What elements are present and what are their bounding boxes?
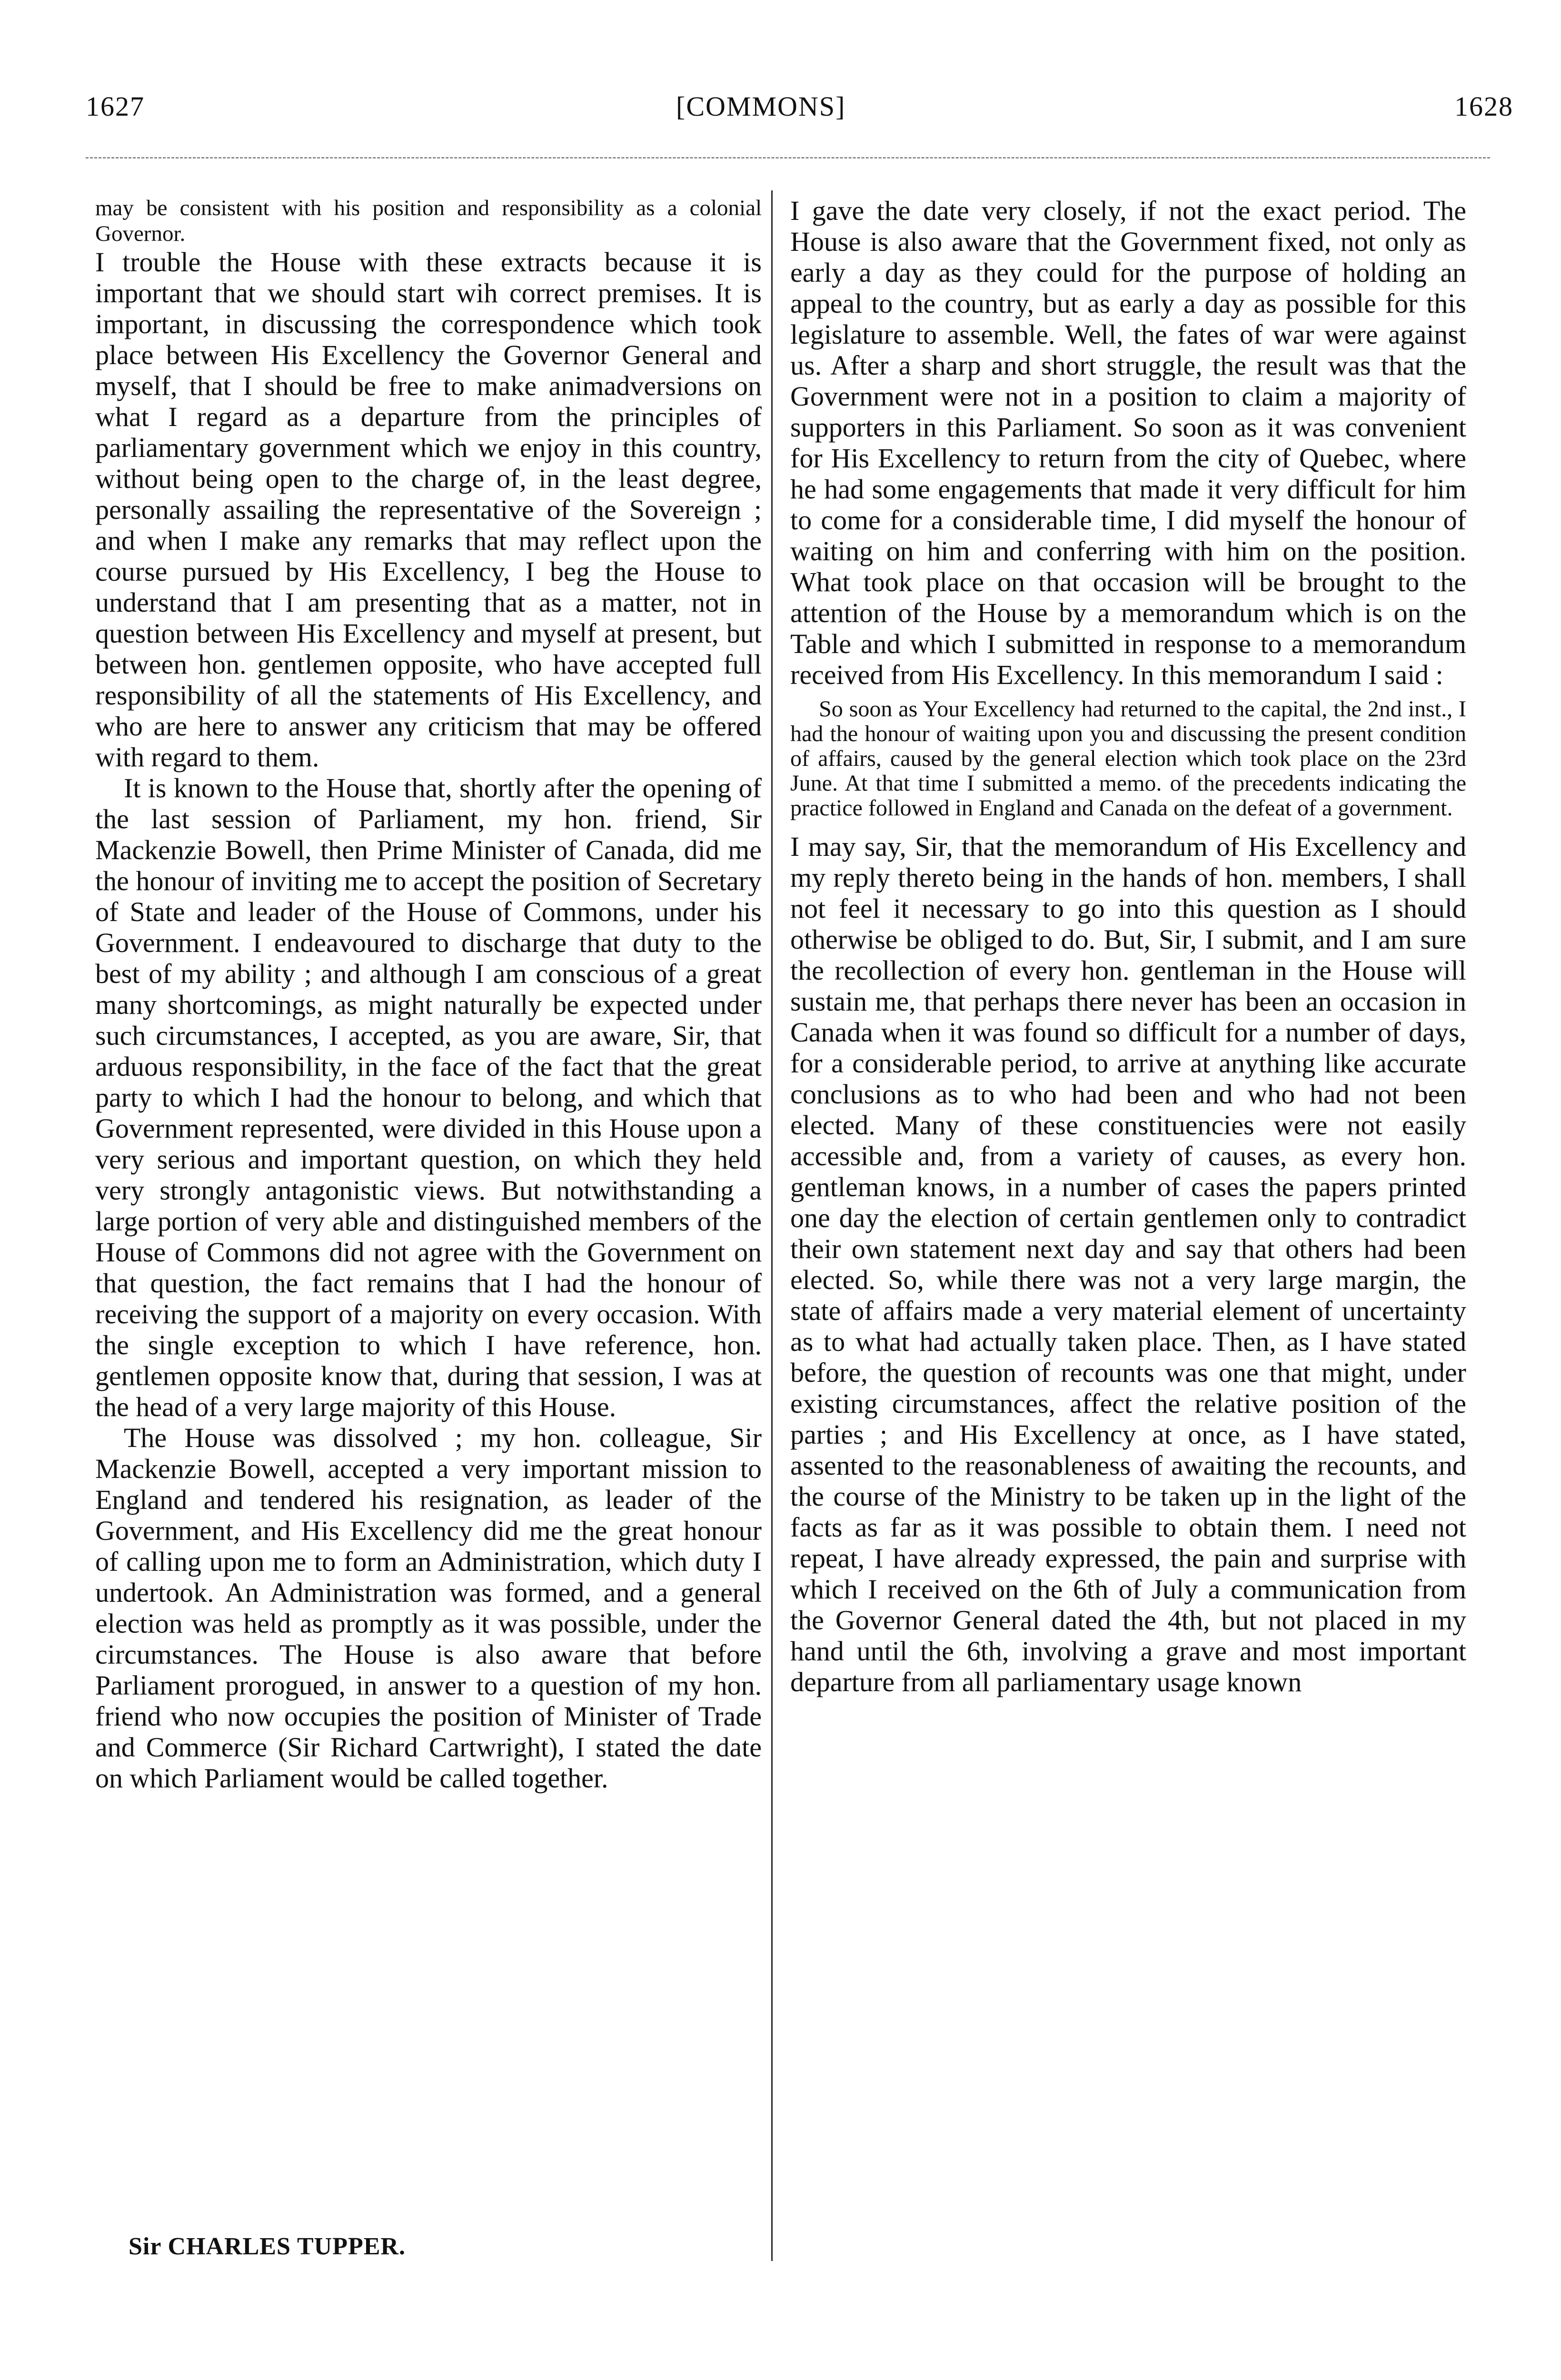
left-column — [95, 195, 762, 1794]
memorandum-quote: So soon as Your Excellency had returned to the capital, the 2nd inst., I had the honour of waiting upon you and discussing the present condition of affairs, caused by the general election which took place on the 23rd June. At that time I submitted a memo. of the precedents indicating the practice followed in England and Canada on the defeat of a government. — [790, 696, 1466, 821]
left-paragraph-1: may be consistent with his position and responsibility as a colonial Governor. — [95, 196, 762, 246]
page-number-right: 1628 — [1454, 91, 1513, 122]
speaker-name: Sir CHARLES TUPPER. — [129, 2233, 406, 2260]
column-divider — [771, 190, 773, 2261]
left-paragraph-2: I trouble the House with these extracts because it is important that we should start wih correct premises. It is important, in discussing the correspondence which took place between His Excellency the Governor General and myself, that I should be free to make animadversions on what I regard as a departure from the principles of parliamentary government which we enjoy in this country, without being open to the charge of, in the least degree, personally assailing the representative of the Sovereign ; and when I make any remarks that may reflect upon the course pursued by His Excellency, I beg the House to understand that I am presenting that as a matter, not in question between His Excellency and myself at present, but between hon. gentlemen opposite, who have accepted full responsibility of all the statements of His Excellency, and who are here to answer any criticism that may be offered with regard to them. — [95, 247, 762, 773]
running-head: [COMMONS] — [676, 91, 846, 122]
page-number-left: 1627 — [86, 91, 145, 122]
right-paragraph-2: I may say, Sir, that the memorandum of His Excellency and my reply thereto being in the hands of hon. members, I shall not feel it necessary to go into this question as I should otherwise be obliged to do. But, Sir, I submit, and I am sure the recollection of every hon. gentleman in the House will sustain me, that perhaps there never has been an occasion in Canada when it was found so difficult for a number of days, for a considerable period, to arrive at anything like accurate conclusions as to who had been and who had not been elected. Many of these constituencies were not easily accessible and, from a variety of causes, as every hon. gentleman knows, in a number of cases the papers printed one day the election of certain gentlemen only to contradict their own statement next day and say that others had been elected. So, while there was not a very large margin, the state of affairs made a very material element of uncertainty as to what had actually taken place. Then, as I have stated before, the question of recounts was one that might, under existing circumstances, affect the relative position of the parties ; and His Excellency at once, as I have stated, assented to the reasonableness of awaiting the recounts, and the course of the Ministry to be taken up in the light of the facts as far as it was possible to obtain them. I need not repeat, I have already expressed, the pain and surprise with which I received on the 6th of July a communication from the Governor General dated the 4th, but not placed in my hand until the 6th, involving a grave and most important departure from all parliamentary usage known — [790, 831, 1466, 1697]
left-paragraph-4: The House was dissolved ; my hon. colleague, Sir Mackenzie Bowell, accepted a very important mission to England and tendered his resignation, as leader of the Government, and His Excellency did me the great honour of calling upon me to form an Administration, which duty I undertook. An Administration was formed, and a general election was held as promptly as it was possible, under the circumstances. The House is also aware that before Parliament prorogued, in answer to a question of my hon. friend who now occupies the position of Minister of Trade and Commerce (Sir Richard Cartwright), I stated the date on which Parliament would be called together. — [95, 1422, 762, 1794]
left-paragraph-3: It is known to the House that, shortly after the opening of the last session of Parliament, my hon. friend, Sir Mackenzie Bowell, then Prime Minister of Canada, did me the honour of inviting me to accept the position of Secretary of State and leader of the House of Commons, under his Government. I endeavoured to discharge that duty to the best of my ability ; and although I am conscious of a great many shortcomings, as might naturally be expected under such circumstances, I accepted, as you are aware, Sir, that arduous responsibility, in the face of the fact that the great party to which I had the honour to belong, and which that Government represented, were divided in this House upon a very serious and important question, on which they held very strongly antagonistic views. But notwithstanding a large portion of very able and distinguished members of the House of Commons did not agree with the Government on that question, the fact remains that I had the honour of receiving the support of a majority on every occasion. With the single exception to which I have reference, hon. gentlemen opposite know that, during that session, I was at the head of a very large majority of this House. — [95, 773, 762, 1422]
right-paragraph-1: I gave the date very closely, if not the exact period. The House is also aware that the Government fixed, not only as early a day as they could for the purpose of holding an appeal to the country, but as early a day as possible for this legislature to assemble. Well, the fates of war were against us. After a sharp and short struggle, the result was that the Government were not in a position to claim a majority of supporters in this Parliament. So soon as it was convenient for His Excellency to return from the city of Quebec, where he had some engagements that made it very difficult for him to come for a considerable time, I did myself the honour of waiting on him and conferring with him on the position. What took place on that occasion will be brought to the attention of the House by a memorandum which is on the Table and which I submitted in response to a memorandum received from His Excellency. In this memorandum I said : — [790, 195, 1466, 690]
header-rule — [86, 157, 1490, 159]
right-column — [790, 195, 1466, 1697]
page-header — [0, 90, 1561, 143]
